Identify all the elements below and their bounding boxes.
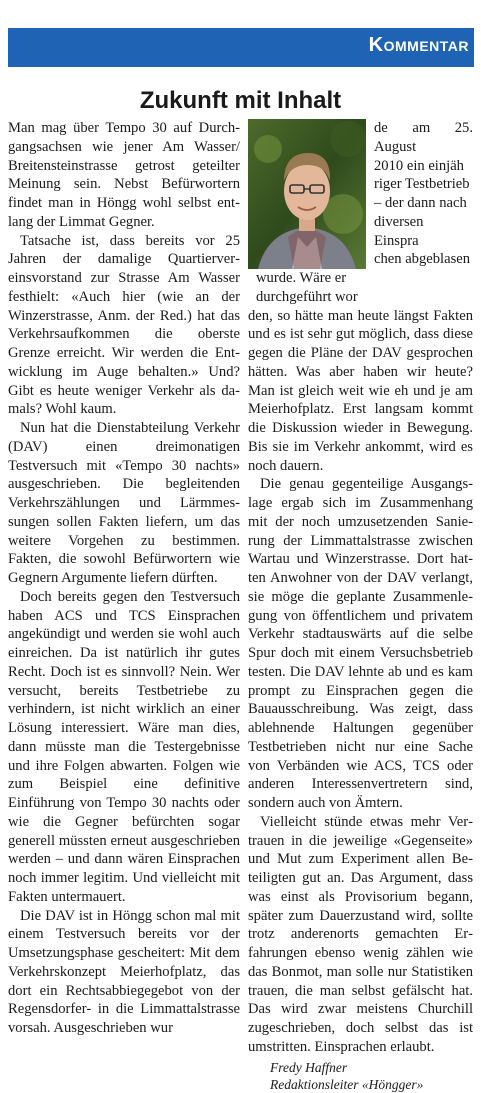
article-column-left [8, 119, 240, 1038]
author-role: Redaktionsleiter «Höngger» [270, 1076, 424, 1092]
paragraph: Die genau gegenteilige Ausgangslage ergab sich im Zusammenhang mit der noch umzusetzenden Sanierung der Limmattalstrasse zwischen Wartau und Winzerstrasse. Dort hatten Anwohner von der DAV verlangt, sie möge die geplante Zusammenlegung von öffentlichem und privatem Verkehr stadtauswärts auf die selbe Spur doch mit einem Versuchsbetrieb testen. Die DAV lehnte ab und es kam prompt zu Einsprachen gegen die Bauausschreibung. Was zeigt, dass ablehnende Haltungen gegenüber Testbetrieben nicht nur eine Sache von Verbänden wie ACS, TCS oder anderen Interessenvertretern sind, sondern auch von Ämtern. [248, 476, 473, 811]
text-line: diversen Einspra [374, 213, 424, 249]
article-headline: Zukunft mit Inhalt [139, 87, 342, 114]
article-column-right [248, 119, 473, 1093]
paragraph [248, 307, 473, 476]
text-line: wurde. Wäre er [256, 270, 347, 286]
paragraph-continuation: heute längst Fakten und es ist sehr gut möglich, dass diese gegen die Pläne der DAV gesprochen hätten. Was aber haben wir heute? Man ist gleich weit wie eh und je am Meierhofplatz. Erst langsam kommt die Diskussion wieder in Bewegung. Bis sie im Verkehr ankommt, wird es noch dauern. [248, 307, 473, 474]
text-line: chen abgeblasen [374, 251, 471, 268]
section-banner [0, 0, 481, 72]
text-line: – der dann nach [374, 195, 467, 211]
paragraph: Tatsache ist, dass bereits vor 25 Jahren der damalige Quartiervereinsvorstand zur Strasse Am Wasser festhielt: «Auch hier (wie an der Winzerstrasse, Anm. der Red.) hat das Verkehrsaufkommen die oberste Grenze erreicht. Wir werden die Entwicklung im Auge behalten.» Und? Gibt es heute weniger Verkehr als damals? Wohl kaum. [8, 232, 240, 418]
section-label: Kommentar [368, 34, 469, 56]
text-line: den, so hätte man [248, 307, 353, 324]
text-line: de am 25. August [374, 120, 473, 155]
author-signature [248, 1059, 473, 1093]
paragraph: Man mag über Tempo 30 auf Durchgangsachsen wie jener Am Wasser/ Breitensteinstrasse getrost geteilter Meinung sein. Nebst Befürwortern findet man in Höngg wohl selbst entlang der Limmat Gegner. [8, 120, 240, 230]
paragraph: Nun hat die Dienstabteilung Verkehr (DAV) einen dreimonatigen Testversuch mit «Tempo 30 nachts» ausgeschrieben. Die begleitenden Verkehrszählungen und Lärmmessungen sollen Fakten liefern, um das weitere Vorgehen zu bestimmen. Fakten, die sowohl Befürwortern wie Gegnern Argumente liefern dürften. [8, 420, 240, 586]
paragraph: Vielleicht stünde etwas mehr Vertrauen in die jeweilige «Gegenseite» und Mut zum Experiment allen Beteiligten gut an. Das Argument, dass was einst als Provisorium begann, später zum Dauerzustand wird, sollte trotz anderenorts gemachten Erfahrungen ebenso wenig zählen wie das Bonmot, man solle nur Statistiken trauen, die man selbst gefälscht hat. Das wird zwar meistens Churchill zugeschrieben, doch selbst das ist umstritten. Einsprachen erlaubt. [248, 813, 473, 1055]
text-line: riger Testbetrieb [374, 176, 470, 193]
text-line: durchgeführt wor [256, 288, 358, 305]
paragraph: Die DAV ist in Höngg schon mal mit einem Testversuch bereits vor der Umsetzungsphase gescheitert: Mit dem Verkehrskonzept Meierhofplatz, das dort ein Rechtsabbiegegebot von der Regensdorfer- in die Limmattalstrasse vorsah. Ausgeschrieben wur [8, 907, 240, 1036]
author-portrait-image [248, 119, 366, 269]
paragraph: Doch bereits gegen den Testversuch haben ACS und TCS Einsprachen angekündigt und werden sie wohl auch einreichen. Da ist natürlich ihr gutes Recht. Doch ist es sinnvoll? Nein. Wer versucht, bereits Testbetriebe zu verhindern, ist nicht wirklich an einer Lösung interessiert. Wäre man dies, dann müsste man die Testergebnisse und ihre Folgen abwarten. Folgen wie zum Beispiel eine definitive Einführung von Tempo 30 nachts oder wie die Gegner befürchten sogar generell müssten erneut ausgeschrieben werden – und dann wären Einsprachen noch immer legitim. Und vielleicht mit Fakten untermauert. [8, 588, 240, 905]
text-line: 2010 ein einjäh [374, 157, 464, 174]
author-photo [248, 119, 366, 269]
author-name: Fredy Haffner [270, 1059, 348, 1075]
